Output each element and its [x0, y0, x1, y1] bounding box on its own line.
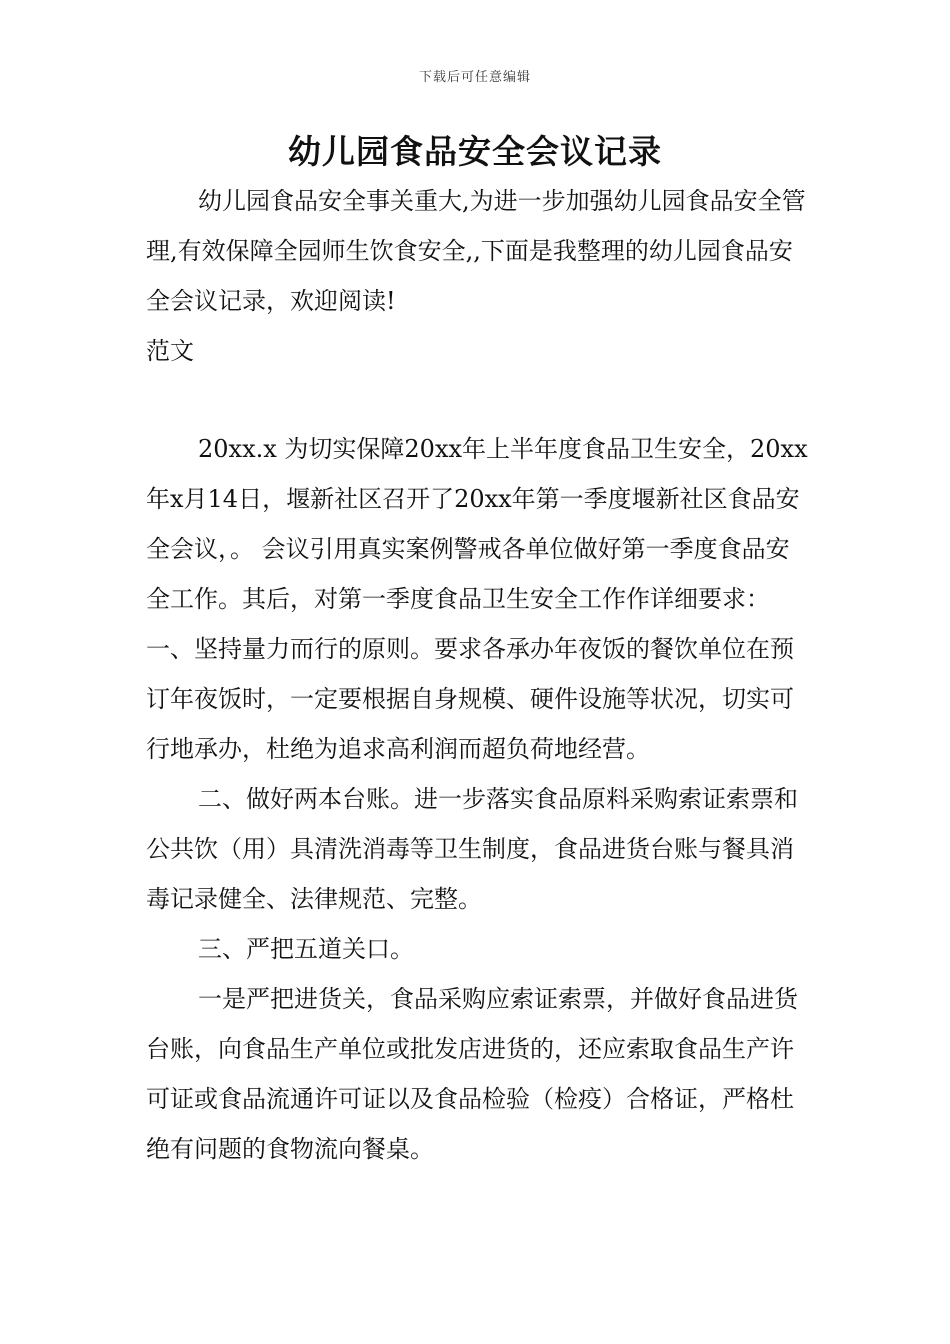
body-paragraph-4: 一是严把进货关，食品采购应索证索票，并做好食品进货台账，向食品生产单位或批发店进货的，还应索取食品生产许可证或食品流通许可证以及食品检验（检疫）合格证，严格杜绝有问题的食物流向餐桌。: [146, 985, 798, 1163]
intro-section: [146, 176, 810, 376]
header-note: 下载后可任意编辑: [418, 70, 531, 85]
body-paragraph-3: 三、严把五道关口。: [198, 935, 414, 963]
body-paragraph-2: 二、做好两本台账。进一步落实食品原料采购索证索票和公共饮（用）具清洗消毒等卫生制度，食品进货台账与餐具消毒记录健全、法律规范、完整。: [146, 785, 798, 913]
page-title: 幼儿园食品安全会议记录: [288, 132, 662, 171]
body-section: [146, 424, 810, 1174]
section-label: 范文: [146, 337, 194, 365]
intro-paragraph: 幼儿园食品安全事关重大,为进一步加强幼儿园食品安全管理,有效保障全园师生饮食安全,,下面是我整理的幼儿园食品安全会议记录，欢迎阅读!: [146, 187, 806, 315]
body-paragraph-1: 20xx.x 为切实保障20xx年上半年度食品卫生安全，20xx年x月14日，堰新社区召开了20xx年第一季度堰新社区食品安全会议，。 会议引用真实案例警戒各单位做好第一季度食品安全工作。其后，对第一季度食品卫生安全工作作详细要求：一、坚持量力而行的原则。要求各承办年夜饭的餐饮单位在预订年夜饭时，一定要根据自身规模、硬件设施等状况，切实可行地承办，杜绝为追求高利润而超负荷地经营。: [146, 435, 808, 763]
